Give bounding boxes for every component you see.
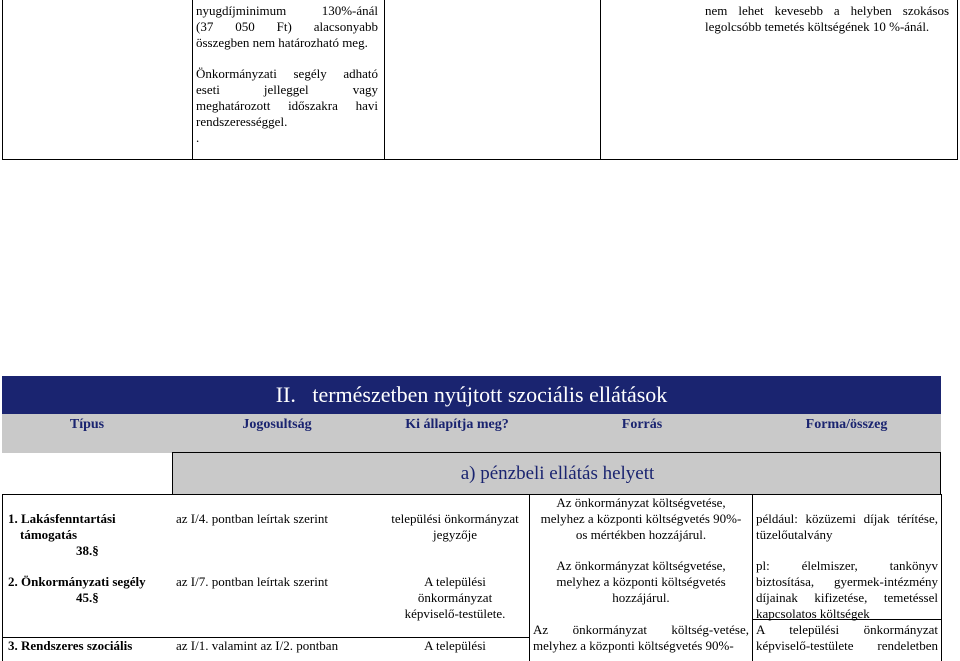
row1-form — [756, 511, 938, 543]
column-header-row — [2, 414, 941, 450]
row3-form — [756, 622, 938, 654]
subheading: a) pénzbeli ellátás helyett — [460, 463, 655, 484]
row1-decider-line-1: települési önkormányzat — [391, 511, 519, 526]
top-table-right-cell — [601, 0, 958, 160]
row2-decider-line-3: képviselő-testülete. — [404, 606, 506, 621]
row2-type-line-1: 2. Önkormányzati segély — [8, 574, 146, 589]
top-left-line-2: (37 050 Ft) alacsonyabb — [196, 19, 378, 34]
top-right-line-2: legolcsóbb temetés költségének 10 %-ánál. — [705, 19, 930, 34]
row2-form-line-2: biztosítása, gyermek-intézmény — [756, 574, 938, 589]
section-banner — [2, 376, 941, 414]
row1-source-line-3: os mértékben hozzájárul. — [575, 527, 707, 542]
row1-type-line-1: 1. Lakásfenntartási — [8, 511, 116, 526]
top-left-para2-line-1: Önkormányzati segély adható — [196, 66, 378, 81]
top-table-left-cell — [2, 0, 193, 160]
row1-source-line-1: Az önkormányzat költségvetése, — [556, 495, 726, 510]
row1-form-line-1: például: közüzemi díjak térítése, — [756, 511, 938, 526]
row2-source — [530, 558, 752, 606]
top-right-line-1: nem lehet kevesebb a helyben szokásos — [705, 3, 949, 18]
top-table-middle-cell — [193, 0, 385, 160]
top-left-line-1: nyugdíjminimum 130%-ánál — [196, 3, 378, 18]
row1-type — [8, 511, 158, 559]
row2-form-line-1: pl: élelmiszer, tankönyv — [756, 558, 938, 573]
row2-source-line-2: melyhez a központi költségvetés — [556, 574, 726, 589]
row2-type — [8, 574, 158, 606]
grid-line-left — [2, 494, 3, 661]
top-left-para2-line-2: eseti jelleggel vagy — [196, 82, 378, 97]
row1-decider — [380, 511, 530, 543]
top-table-cell-3 — [385, 0, 601, 160]
top-left-dot: . — [196, 130, 200, 145]
row3-source-line-1: Az önkormányzat költség-vetése, — [533, 622, 749, 637]
header-decider: Ki állapítja meg? — [405, 417, 509, 432]
row2-decider-line-2: önkormányzat — [417, 590, 493, 605]
subheading-row — [172, 452, 941, 494]
row1-source — [530, 495, 752, 543]
row2-eligibility: az I/7. pontban leírtak szerint — [176, 574, 328, 589]
grid-line-4 — [941, 494, 942, 661]
row1-form-line-2: tüzelőutalvány — [756, 527, 833, 542]
row1-type-line-2: támogatás — [20, 527, 78, 542]
row2-form-line-4: kapcsolatos költségek — [756, 606, 870, 621]
grid-line-top — [2, 494, 942, 495]
row1-type-line-3: 38.§ — [76, 543, 99, 558]
row1-source-line-2: melyhez a központi költségvetés 90%- — [540, 511, 742, 526]
row3-form-line-1: A települési önkormányzat — [756, 622, 938, 637]
row3-type — [8, 638, 173, 654]
row2-source-line-1: Az önkormányzat költségvetése, — [556, 558, 726, 573]
row3-type-line-1: 3. Rendszeres szociális — [8, 638, 133, 653]
top-left-para2-line-4: rendszerességgel. — [196, 114, 288, 129]
top-left-para2-line-3: meghatározott időszakra havi — [196, 98, 378, 113]
row1-eligibility: az I/4. pontban leírtak szerint — [176, 511, 328, 526]
row2-form — [756, 558, 938, 622]
row2-decider-line-1: A települési — [424, 574, 486, 589]
top-left-line-3: összegben nem határozható meg. — [196, 35, 368, 50]
section-title: II. természetben nyújtott szociális ellátások — [275, 382, 668, 407]
header-type: Típus — [69, 417, 105, 432]
row3-eligibility: az I/1. valamint az I/2. pontban — [176, 638, 339, 653]
row2-source-line-3: hozzájárul. — [612, 590, 670, 605]
header-eligibility: Jogosultság — [242, 417, 312, 432]
row3-source-line-2: melyhez a központi költségvetés 90%- — [533, 638, 734, 653]
header-source: Forrás — [621, 417, 663, 432]
row3-source — [533, 622, 749, 654]
grid-line-3 — [752, 494, 753, 661]
row1-decider-line-2: jegyzője — [432, 527, 478, 542]
row2-form-line-3: díjainak kifizetése, temetéssel — [756, 590, 938, 605]
row3-form-line-2: képviselő-testülete rendeletben — [756, 638, 938, 653]
row2-decider — [380, 574, 530, 622]
row3-decider — [380, 638, 530, 654]
row2-type-line-2: 45.§ — [76, 590, 99, 605]
row3-decider-line-1: A települési — [424, 638, 486, 653]
header-form: Forma/összeg — [805, 417, 888, 432]
